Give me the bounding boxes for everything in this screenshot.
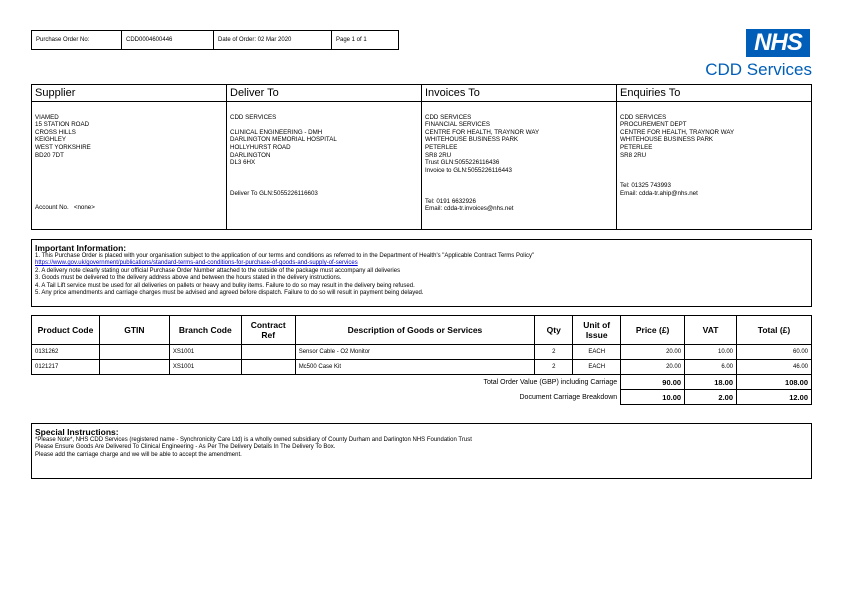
total-label: Total Order Value (GBP) including Carriage [483, 378, 618, 386]
deliver-to-heading: Deliver To [227, 85, 421, 102]
terms-line-5: 5. Any price amendments and carriage charges must be advised and agreed before dispatch. Failure to do so will result in payment being delayed. [35, 290, 424, 297]
col-product-code: Product Code [32, 316, 100, 345]
cell-qty: 2 [535, 345, 573, 360]
deliver-to-address: CDD SERVICES CLINICAL ENGINEERING - DMH DARLINGTON MEMORIAL HOSPITAL HOLLYHURST ROAD DARLINGTON DL3 6HX [230, 113, 337, 167]
po-label: Purchase Order No: [32, 31, 122, 49]
cell-product-code: 0131262 [32, 345, 100, 360]
supplier-address: VIAMED 15 STATION ROAD CROSS HILLS KEIGHLEY WEST YORKSHIRE BD20 7DT [35, 113, 91, 159]
enquiries-to-column [617, 85, 811, 229]
cell-contract-ref [241, 345, 295, 360]
col-contract-ref: Contract Ref [241, 316, 295, 345]
col-qty: Qty [535, 316, 573, 345]
carriage-price: 10.00 [621, 390, 685, 405]
order-items-table [31, 315, 812, 405]
enquiries-to-contact: Tel: 01325 743993 Email: cdda-tr.ahip@nhs.net [620, 182, 698, 197]
special-line-2: Please Ensure Goods Are Delivered To Clinical Engineering - As Per The Delivery Details In The Delivery To Box. [35, 444, 336, 451]
table-row [32, 360, 812, 375]
cell-gtin [99, 360, 169, 375]
total-price: 90.00 [621, 375, 685, 390]
col-unit-of-issue: Unit of Issue [573, 316, 621, 345]
enquiries-to-address: CDD SERVICES PROCUREMENT DEPT CENTRE FOR HEALTH, TRAYNOR WAY WHITEHOUSE BUSINESS PARK PETERLEE SR8 2RU [620, 113, 735, 159]
col-vat: VAT [685, 316, 737, 345]
terms-line-3: 3. Goods must be delivered to the delivery address above and between the hours stated in the delivery instructions. [35, 275, 342, 282]
terms-link[interactable]: https://www.gov.uk/government/publications/standard-terms-and-conditions-for-purchase-of-goods-and-supply-of-services [35, 260, 358, 267]
cell-vat: 6.00 [685, 360, 737, 375]
col-price: Price (£) [621, 316, 685, 345]
invoices-to-contact: Tel: 0191 6632926 Email: cdda-tr.invoices@nhs.net [425, 197, 514, 213]
cell-total: 46.00 [737, 360, 812, 375]
deliver-to-column [227, 85, 422, 229]
invoices-to-column [422, 85, 617, 229]
cell-price: 20.00 [621, 360, 685, 375]
supplier-account: Account No. <none> [35, 204, 95, 212]
col-branch-code: Branch Code [169, 316, 241, 345]
invoices-to-address: CDD SERVICES FINANCIAL SERVICES CENTRE FOR HEALTH, TRAYNOR WAY WHITEHOUSE BUSINESS PARK PETERLEE SR8 2RU Trust GLN:5055226116436 Invoice to GLN:5055226116443 [425, 113, 540, 174]
terms-line-2: 2. A delivery note clearly stating our official Purchase Order Number attached to the outside of the package must accompany all deliveries [35, 267, 401, 274]
enquiries-to-heading: Enquiries To [617, 85, 811, 102]
cell-price: 20.00 [621, 345, 685, 360]
supplier-heading: Supplier [32, 85, 226, 102]
nhs-logo: NHS [746, 29, 810, 57]
cell-product-code: 0121217 [32, 360, 100, 375]
cell-total: 60.00 [737, 345, 812, 360]
col-total: Total (£) [737, 316, 812, 345]
cell-branch-code: XS1001 [169, 345, 241, 360]
address-block [31, 84, 812, 230]
special-instructions-title: Special Instructions: [35, 427, 119, 437]
po-number: CDD0004600446 [122, 31, 214, 49]
special-line-1: *Please Note*, NHS CDD Services (registered name - Synchronicity Care Ltd) is a wholly owned subsidiary of County Durham and Darlington NHS Foundation Trust [35, 437, 472, 443]
cell-contract-ref [241, 360, 295, 375]
cell-description: Mc500 Case Kit [295, 360, 535, 375]
col-gtin: GTIN [99, 316, 169, 345]
cell-unit: EACH [573, 360, 621, 375]
carriage-row [32, 390, 812, 405]
total-vat: 18.00 [685, 375, 737, 390]
table-header-row [32, 316, 812, 345]
cell-branch-code: XS1001 [169, 360, 241, 375]
terms-line-4: 4. A Tail Lift service must be used for all deliveries on pallets or heavy and bulky items. Failure to do so may result in the delivery being refused. [35, 282, 415, 289]
important-information-box [31, 239, 812, 307]
terms-line-1: 1. This Purchase Order is placed with your organisation subject to the application of our terms and conditions as referred to in the Department of Health's "Applicable Contract Terms Policy" [35, 253, 535, 259]
carriage-vat: 2.00 [685, 390, 737, 405]
cdd-services-logo: CDD Services [705, 60, 812, 79]
table-row [32, 345, 812, 360]
special-line-3: Please add the carriage charge and we will be able to accept the amendment. [35, 451, 242, 458]
cell-gtin [99, 345, 169, 360]
total-row [32, 375, 812, 390]
carriage-total: 12.00 [737, 390, 812, 405]
carriage-label: Document Carriage Breakdown [519, 393, 618, 401]
invoices-to-heading: Invoices To [422, 85, 616, 102]
order-header-box [31, 30, 399, 50]
special-instructions-box [31, 423, 812, 479]
col-description: Description of Goods or Services [295, 316, 535, 345]
cell-unit: EACH [573, 345, 621, 360]
total-total: 108.00 [737, 375, 812, 390]
important-information-title: Important Information: [35, 243, 127, 253]
order-date: Date of Order: 02 Mar 2020 [214, 31, 332, 49]
deliver-to-gln: Deliver To GLN:5055226116603 [230, 189, 318, 197]
cell-vat: 10.00 [685, 345, 737, 360]
cell-qty: 2 [535, 360, 573, 375]
cell-description: Sensor Cable - O2 Monitor [295, 345, 535, 360]
page-number: Page 1 of 1 [336, 37, 367, 43]
supplier-column [32, 85, 227, 229]
